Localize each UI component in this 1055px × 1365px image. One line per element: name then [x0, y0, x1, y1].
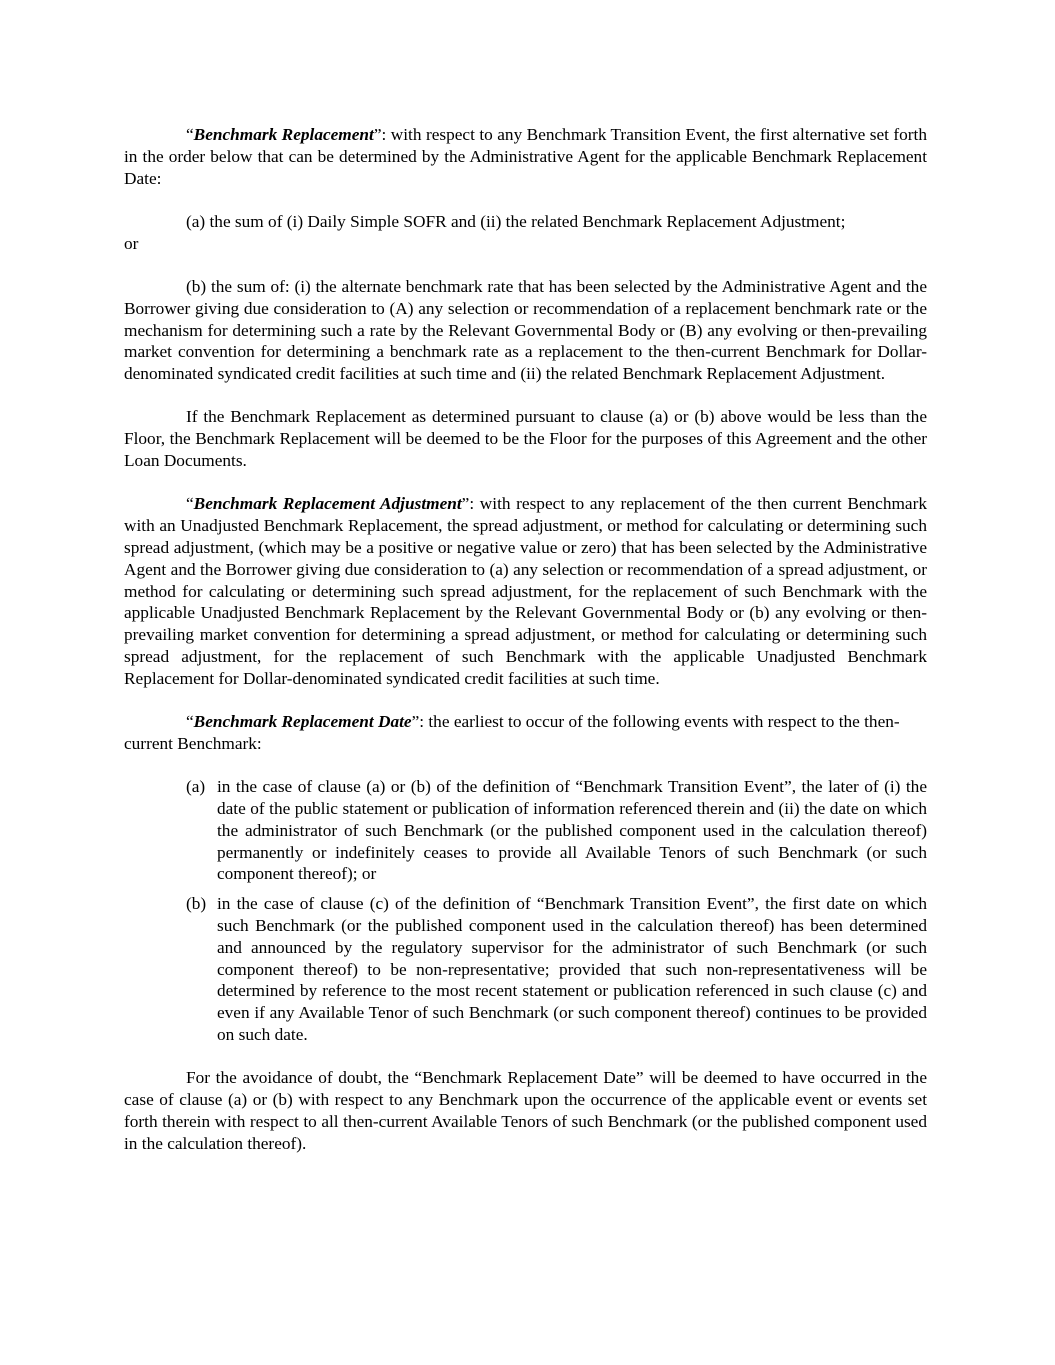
floor-text: If the Benchmark Replacement as determined pursuant to clause (a) or (b) above would be less than the Floor, the Benchmark Replacement will be deemed to be the Floor for the purposes of this Agreement and the other Loan Documents.: [124, 407, 927, 471]
defined-term: Benchmark Replacement Adjustment: [193, 494, 462, 514]
clause-a-paragraph: [124, 211, 927, 233]
definition-benchmark-replacement-date: [124, 711, 927, 755]
list-marker: (b): [186, 894, 207, 914]
clause-a-tail: [124, 233, 927, 255]
clause-b-paragraph: [124, 276, 927, 385]
open-quote: “: [186, 494, 194, 514]
definition-benchmark-replacement: [124, 124, 927, 189]
clause-a-text: (a) the sum of (i) Daily Simple SOFR and (ii) the related Benchmark Replacement Adjustment;: [186, 211, 846, 231]
definition-text: ”: the earliest to occur of the following events with respect to the then-current Benchmark:: [124, 712, 900, 753]
replacement-date-list: [124, 776, 927, 1046]
defined-term: Benchmark Replacement Date: [193, 712, 412, 732]
clause-b-text: (b) the sum of: (i) the alternate benchmark rate that has been selected by the Administrative Agent and the Borrower giving due consideration to (A) any selection or recommendation of a replacement benchmark rate or the mechanism for determining such a rate by the Relevant Governmental Body or (B) any evolving or then-prevailing market convention for determining a benchmark rate as a replacement to the then-current Benchmark for Dollar-denominated syndicated credit facilities at such time and (ii) the related Benchmark Replacement Adjustment.: [124, 276, 927, 384]
open-quote: “: [186, 125, 194, 144]
definition-benchmark-replacement-adjustment: [124, 493, 927, 689]
clause-a-or: or: [124, 233, 139, 253]
document-body: [124, 124, 927, 1176]
floor-paragraph: [124, 406, 927, 471]
definition-text: ”: with respect to any replacement of the then current Benchmark with an Unadjusted Benchmark Replacement, the spread adjustment, or method for calculating or determining such spread adjustment, (which may be a positive or negative value or zero) that has been selected by the Administrative Agent and the Borrower giving due consideration to (a) any selection or recommendation of a spread adjustment, or method for calculating or determining such spread adjustment, for the replacement of such Benchmark with the applicable Unadjusted Benchmark Replacement by the Relevant Governmental Body or (b) any evolving or then-prevailing market convention for determining a spread adjustment, or method for calculating or determining such spread adjustment, for the replacement of such Benchmark with the applicable Unadjusted Benchmark Replacement for Dollar-denominated syndicated credit facilities at such time.: [124, 494, 927, 688]
list-item: [186, 893, 927, 1046]
list-item: [186, 776, 927, 885]
list-item-text: in the case of clause (a) or (b) of the definition of “Benchmark Transition Event”, the later of (i) the date of the public statement or publication of information referenced therein and (ii) the date on which the administrator of such Benchmark (or the published component used in the calculation thereof) permanently or indefinitely ceases to provide all Available Tenors of such Benchmark (or such component thereof); or: [217, 777, 927, 884]
defined-term: Benchmark Replacement: [193, 125, 374, 144]
list-item-text: in the case of clause (c) of the definition of “Benchmark Transition Event”, the first date on which such Benchmark (or the published component used in the calculation thereof) has been determined and announced by the regulatory supervisor for the administrator of such Benchmark (or such component thereof) to be non-representative; provided that such non-representativeness will be determined by reference to the most recent statement or publication referenced in such clause (c) and even if any Available Tenor of such Benchmark (or such component thereof) continues to be provided on such date.: [217, 894, 927, 1044]
definition-text: ”: with respect to any Benchmark Transition Event, the first alternative set forth in the order below that can be determined by the Administrative Agent for the applicable Benchmark Replacement Date:: [124, 125, 927, 188]
avoidance-text: For the avoidance of doubt, the “Benchmark Replacement Date” will be deemed to have occurred in the case of clause (a) or (b) with respect to any Benchmark upon the occurrence of the applicable event or events set forth therein with respect to all then-current Available Tenors of such Benchmark (or the published component used in the calculation thereof).: [124, 1068, 927, 1153]
avoidance-of-doubt-paragraph: [124, 1067, 927, 1154]
open-quote: “: [186, 712, 194, 732]
list-marker: (a): [186, 777, 206, 797]
